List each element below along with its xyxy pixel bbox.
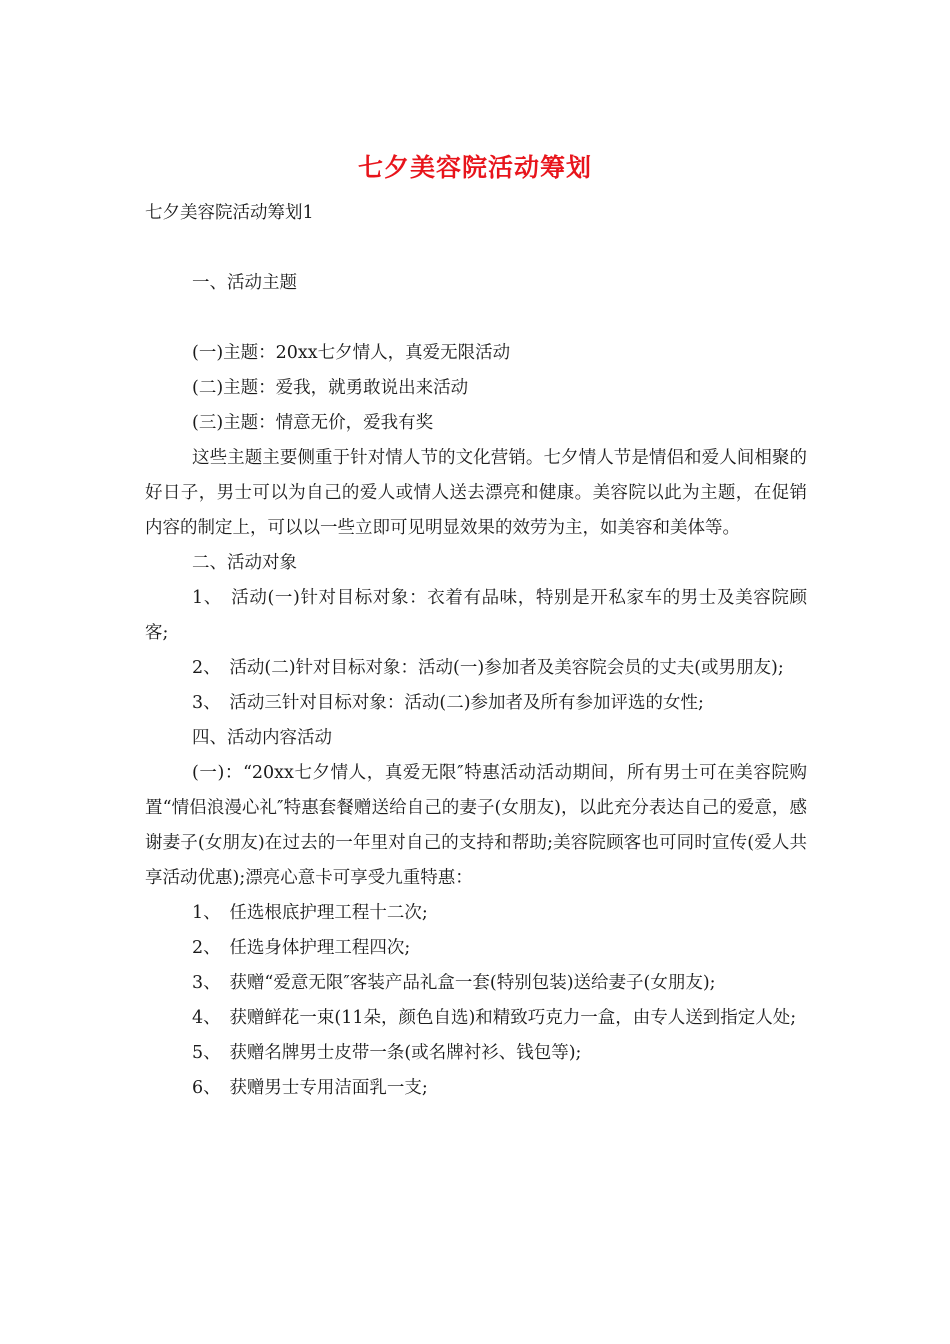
document-title: 七夕美容院活动筹划: [357, 153, 592, 182]
benefit-item-5: 5、 获赠名牌男士皮带一条(或名牌衬衫、钱包等);: [192, 1043, 582, 1063]
document-body: [145, 196, 807, 1106]
benefit-item-4: 4、 获赠鲜花一束(11朵，颜色自选)和精致巧克力一盒，由专人送到指定人处;: [192, 1008, 797, 1028]
target-item-3: 3、 活动三针对目标对象：活动(二)参加者及所有参加评选的女性;: [192, 693, 704, 713]
activity-one-description: (一)：“20xx七夕情人，真爱无限″特惠活动活动期间，所有男士可在美容院购置“情侣浪漫心礼″特惠套餐赠送给自己的妻子(女朋友)，以此充分表达自己的爱意，感谢妻子(女朋友)在过去的一年里对自己的支持和帮助;美容院顾客也可同时宣传(爱人共享活动优惠);漂亮心意卡可享受九重特惠：: [145, 763, 807, 888]
section-heading-content: 四、活动内容活动: [192, 728, 332, 748]
benefit-item-2: 2、 任选身体护理工程四次;: [192, 938, 411, 958]
target-item-1: 1、 活动(一)针对目标对象：衣着有品味，特别是开私家车的男士及美容院顾客;: [145, 588, 807, 643]
document-subtitle: 七夕美容院活动筹划1: [145, 203, 314, 223]
theme-item-2: (二)主题：爱我，就勇敢说出来活动: [192, 378, 469, 398]
section-heading-target: 二、活动对象: [192, 553, 297, 573]
benefit-item-6: 6、 获赠男士专用洁面乳一支;: [192, 1078, 428, 1098]
theme-description: 这些主题主要侧重于针对情人节的文化营销。七夕情人节是情侣和爱人间相聚的好日子，男士可以为自己的爱人或情人送去漂亮和健康。美容院以此为主题，在促销内容的制定上，可以以一些立即可见明显效果的效劳为主，如美容和美体等。: [145, 448, 807, 538]
theme-item-1: (一)主题：20xx七夕情人，真爱无限活动: [192, 343, 511, 363]
section-heading-theme: 一、活动主题: [192, 273, 297, 293]
benefit-item-3: 3、 获赠“爱意无限″客装产品礼盒一套(特别包装)送给妻子(女朋友);: [192, 973, 716, 993]
theme-item-3: (三)主题：情意无价，爱我有奖: [192, 413, 434, 433]
benefit-item-1: 1、 任选根底护理工程十二次;: [192, 903, 428, 923]
target-item-2: 2、 活动(二)针对目标对象：活动(一)参加者及美容院会员的丈夫(或男朋友);: [192, 658, 784, 678]
